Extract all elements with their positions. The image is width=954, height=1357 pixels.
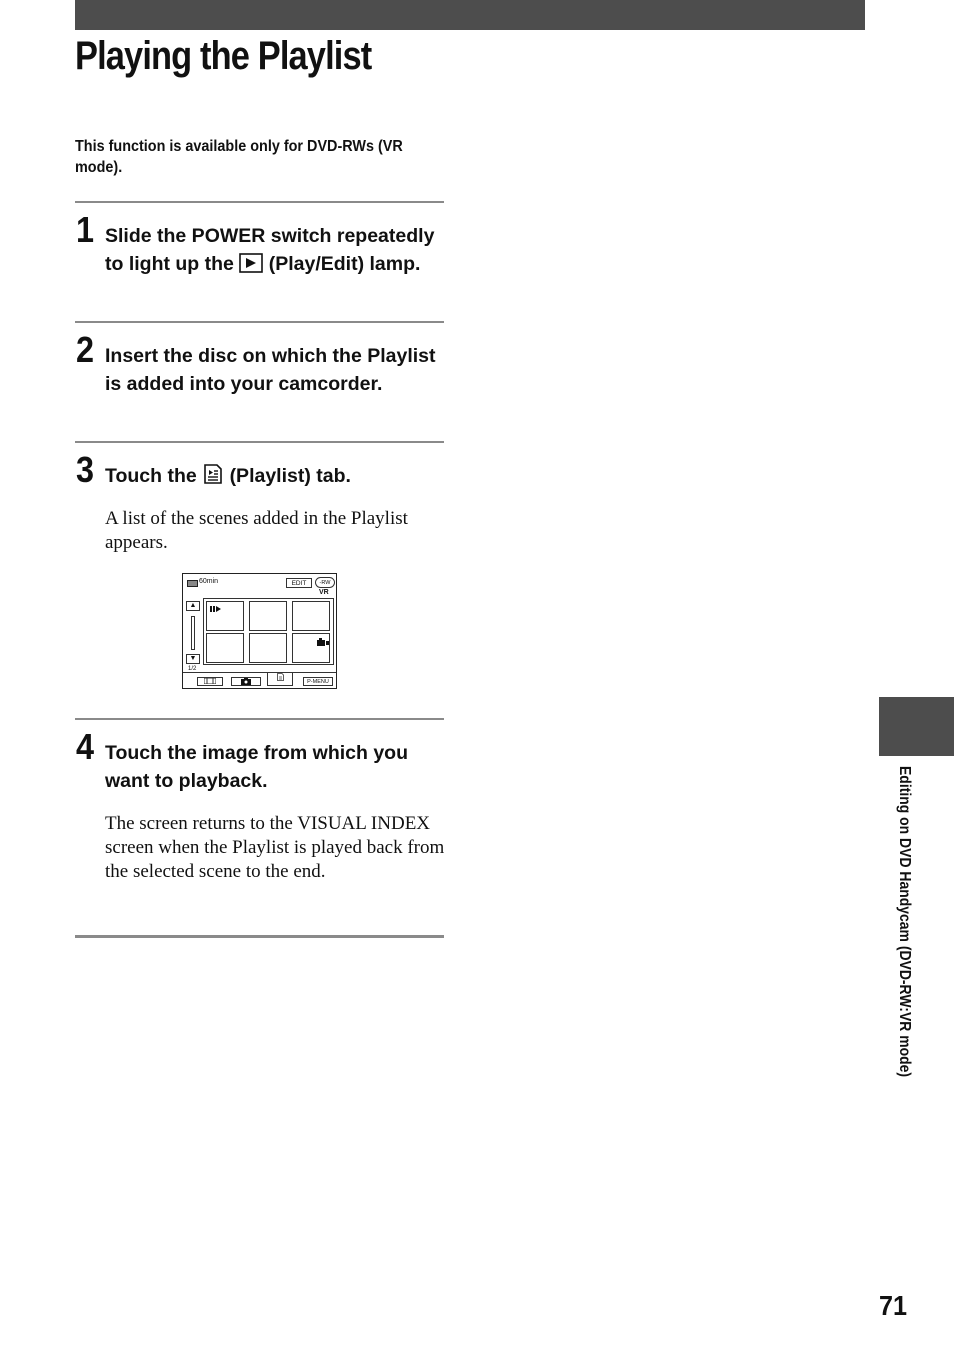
play-lamp-icon <box>239 253 263 281</box>
playlist-icon <box>277 673 284 681</box>
camera-icon <box>241 678 251 685</box>
battery-icon <box>187 580 198 587</box>
step-4-number: 4 <box>76 726 95 767</box>
lcd-edit-button: EDIT <box>286 578 312 588</box>
step-3-body: A list of the scenes added in the Playlist appears. <box>105 508 408 553</box>
playlist-tab-icon <box>202 463 224 493</box>
step-1-heading-tail: (Play/Edit) lamp. <box>268 253 421 275</box>
step-3-heading <box>105 462 440 493</box>
step-4-body: The screen returns to the VISUAL INDEX screen when the Playlist is played back from the selected scene to the end. <box>105 813 445 882</box>
lcd-screen-illustration <box>182 573 337 689</box>
thumbnail <box>206 633 244 663</box>
thumbnail <box>206 601 244 631</box>
step-3-number: 3 <box>76 449 95 490</box>
step-3-heading-text: Touch the <box>105 465 197 487</box>
lcd-time-remaining: 60min <box>199 578 219 585</box>
divider <box>75 441 444 443</box>
step-1-heading <box>105 222 440 281</box>
thumbnail <box>292 633 330 663</box>
film-icon <box>204 678 216 684</box>
lcd-thumbnail-grid <box>203 598 334 665</box>
camera-icon <box>317 638 329 647</box>
intro-note: This function is available only for DVD-RWs (VR mode). <box>75 138 403 176</box>
lcd-tab-bar <box>183 672 336 688</box>
step-3-heading-tail: (Playlist) tab. <box>229 465 351 487</box>
thumbnail <box>249 633 287 663</box>
lcd-scroll-up-icon: ▲ <box>186 601 200 611</box>
step-2-number: 2 <box>76 329 95 370</box>
page-number: 71 <box>879 1290 908 1321</box>
header-bar <box>75 0 865 30</box>
divider <box>75 321 444 323</box>
lcd-photo-tab <box>231 677 261 686</box>
lcd-pmenu-button: P-MENU <box>303 677 333 686</box>
chapter-side-label: Editing on DVD Handycam (DVD-RW:VR mode) <box>896 766 913 1078</box>
lcd-scrollbar <box>191 616 195 650</box>
chapter-side-tab <box>879 697 954 756</box>
thumbnail <box>249 601 287 631</box>
lcd-scroll-down-icon: ▼ <box>186 654 200 664</box>
divider <box>75 201 444 203</box>
lcd-page-indicator: 1/2 <box>188 666 197 672</box>
lcd-mode-label: VR <box>319 589 329 596</box>
lcd-status-bar <box>183 574 336 590</box>
playback-start-icon <box>210 605 222 613</box>
divider <box>75 718 444 720</box>
step-1-heading-text: Slide the POWER switch repeatedly to light up the <box>105 225 435 275</box>
lcd-movie-tab <box>197 677 223 686</box>
divider <box>75 935 444 938</box>
step-2-heading: Insert the disc on which the Playlist is added into your camcorder. <box>105 345 436 395</box>
lcd-disc-badge: -RW <box>315 577 335 588</box>
thumbnail <box>292 601 330 631</box>
page-title: Playing the Playlist <box>75 34 372 78</box>
lcd-playlist-tab <box>267 673 293 686</box>
step-4-heading: Touch the image from which you want to playback. <box>105 742 408 792</box>
step-1-number: 1 <box>76 209 95 250</box>
